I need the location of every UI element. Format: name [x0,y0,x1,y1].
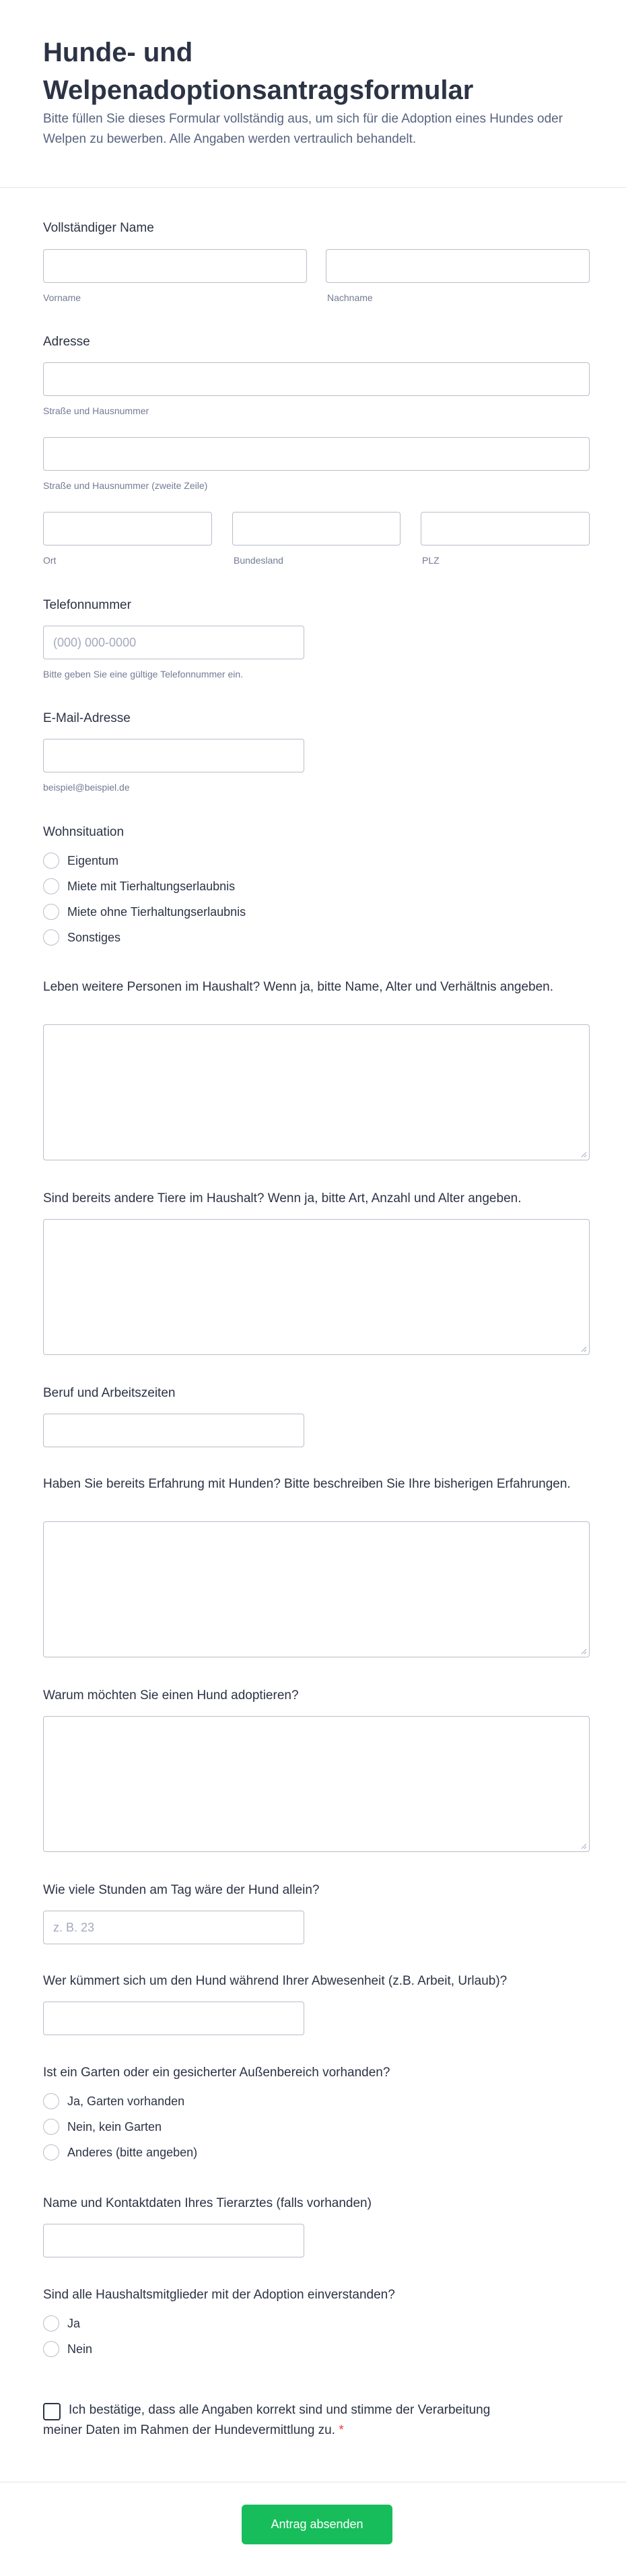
radio-option-label: Miete mit Tierhaltungserlaubnis [67,879,236,893]
hours-alone-input[interactable] [43,1911,304,1944]
vet-label: Name und Kontaktdaten Ihres Tierarztes (falls vorhanden) [43,2196,372,2210]
state-sublabel: Bundesland [234,555,283,566]
resize-grip-icon[interactable] [579,1647,587,1655]
living-situation-label: Wohnsituation [43,825,125,839]
radio-option-miete-ohne[interactable] [43,902,246,921]
radio-circle-icon[interactable] [43,2119,59,2135]
form-header [0,0,626,188]
zip-input[interactable] [421,512,590,546]
resize-grip-icon[interactable] [579,1344,587,1352]
full-name-label: Vollständiger Name [43,221,154,235]
email-input[interactable] [43,739,304,772]
radio-circle-icon[interactable] [43,2315,59,2332]
radio-circle-icon[interactable] [43,2144,59,2160]
other-pets-textarea[interactable] [43,1219,590,1355]
radio-option-label: Nein [67,2342,93,2356]
radio-option-label: Anderes (bitte angeben) [67,2145,198,2159]
radio-option-garden-no[interactable] [43,2117,162,2136]
radio-option-agree-yes[interactable] [43,2314,80,2333]
resize-grip-icon[interactable] [579,1841,587,1849]
radio-option-label: Ja, Garten vorhanden [67,2094,185,2108]
radio-option-label: Sonstiges [67,930,121,944]
radio-option-garden-yes[interactable] [43,2092,184,2111]
last-name-sublabel: Nachname [327,292,373,303]
confirm-text-block [43,2400,514,2441]
first-name-input[interactable] [43,249,307,283]
why-adopt-textarea[interactable] [43,1716,590,1852]
care-input[interactable] [43,2002,304,2035]
job-label: Beruf und Arbeitszeiten [43,1386,176,1400]
experience-label: Haben Sie bereits Erfahrung mit Hunden? Bitte beschreiben Sie Ihre bisherigen Erfahrungen. [43,1477,571,1491]
radio-option-miete-mit[interactable] [43,877,235,896]
radio-option-eigentum[interactable] [43,851,118,870]
vet-input[interactable] [43,2224,304,2257]
address-label: Adresse [43,335,90,349]
confirm-text: Ich bestätige, dass alle Angaben korrekt sind und stimme der Verarbeitung meiner Daten im Rahmen der Hundevermittlung zu. [43,2403,491,2437]
email-label: E-Mail-Adresse [43,711,131,725]
radio-circle-icon[interactable] [43,2093,59,2109]
state-input[interactable] [232,512,401,546]
required-mark: * [339,2423,344,2437]
resize-grip-icon[interactable] [579,1150,587,1158]
radio-option-garden-other[interactable] [43,2143,197,2162]
hours-alone-label: Wie viele Stunden am Tag wäre der Hund allein? [43,1883,320,1897]
radio-option-label: Eigentum [67,853,119,867]
first-name-sublabel: Vorname [43,292,81,303]
care-label: Wer kümmert sich um den Hund während Ihrer Abwesenheit (z.B. Arbeit, Urlaub)? [43,1974,508,1988]
submit-button[interactable]: Antrag absenden [242,2505,392,2544]
email-sublabel: beispiel@beispiel.de [43,782,130,793]
phone-label: Telefonnummer [43,598,131,612]
city-input[interactable] [43,512,212,546]
phone-input[interactable] [43,626,304,659]
street-input[interactable] [43,362,590,396]
household-textarea[interactable] [43,1024,590,1160]
radio-option-label: Miete ohne Tierhaltungserlaubnis [67,904,246,919]
phone-sublabel: Bitte geben Sie eine gültige Telefonnummer ein. [43,669,244,680]
job-input[interactable] [43,1414,304,1447]
city-sublabel: Ort [43,555,57,566]
radio-circle-icon[interactable] [43,904,59,920]
radio-circle-icon[interactable] [43,929,59,946]
form-title: Hunde- und Welpenadoptionsantragsformular [43,38,474,105]
other-pets-label: Sind bereits andere Tiere im Haushalt? Wenn ja, bitte Art, Anzahl und Alter angeben. [43,1191,522,1206]
radio-option-sonstiges[interactable] [43,928,120,947]
household-label: Leben weitere Personen im Haushalt? Wenn ja, bitte Name, Alter und Verhältnis angeben. [43,980,554,994]
last-name-input[interactable] [326,249,590,283]
why-adopt-label: Warum möchten Sie einen Hund adoptieren? [43,1688,299,1703]
radio-option-agree-no[interactable] [43,2340,92,2358]
radio-option-label: Nein, kein Garten [67,2119,162,2134]
radio-option-label: Ja [67,2316,81,2330]
garden-label: Ist ein Garten oder ein gesicherter Außenbereich vorhanden? [43,2066,390,2080]
form-description: Bitte füllen Sie dieses Formular vollständig aus, um sich für die Adoption eines Hundes oder Welpen zu bewerben. Alle Angaben werden vertraulich behandelt. [43,112,563,146]
street2-input[interactable] [43,437,590,471]
household-agree-label: Sind alle Haushaltsmitglieder mit der Adoption einverstanden? [43,2288,395,2302]
radio-circle-icon[interactable] [43,853,59,869]
street2-sublabel: Straße und Hausnummer (zweite Zeile) [43,480,208,491]
radio-circle-icon[interactable] [43,878,59,894]
zip-sublabel: PLZ [422,555,440,566]
street-sublabel: Straße und Hausnummer [43,405,149,416]
experience-textarea[interactable] [43,1521,590,1657]
radio-circle-icon[interactable] [43,2341,59,2357]
